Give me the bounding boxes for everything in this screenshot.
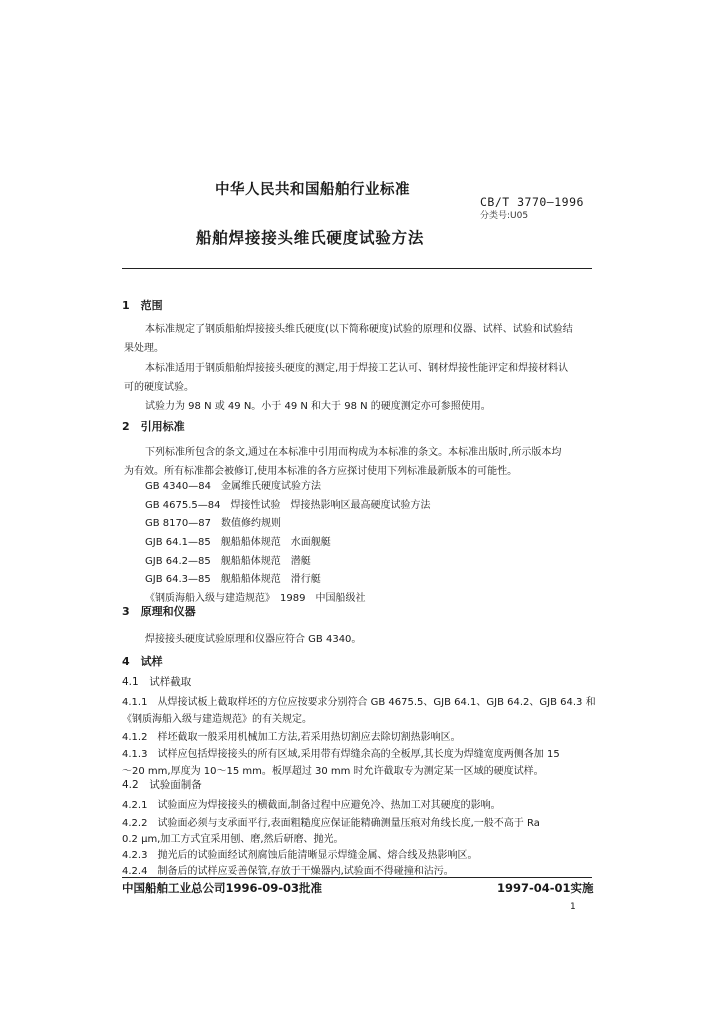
clause-4-1-1-line-2: 《钢质海船入级与建造规范》的有关规定。 bbox=[122, 714, 312, 725]
section-2-intro-line-2: 为有效。所有标准都会被修订,使用本标准的各方应探讨使用下列标准最新版本的可能性。 bbox=[124, 466, 518, 477]
classification-number: 分类号:U05 bbox=[480, 211, 529, 221]
reference-item: GB 4340—84 金属维氏硬度试验方法 bbox=[145, 481, 321, 492]
section-1-paragraph-3: 试验力为 98 N 或 49 N。小于 49 N 和大于 98 N 的硬度测定亦可参照使用。 bbox=[145, 401, 491, 412]
standard-code: CB/T 3770—1996 bbox=[480, 195, 584, 209]
clause-4-2-3: 4.2.3 抛光后的试验面经试剂腐蚀后能清晰显示焊缝金属、熔合线及热影响区。 bbox=[122, 850, 478, 861]
reference-item: 《钢质海船入级与建造规范》 1989 中国船级社 bbox=[145, 593, 366, 604]
reference-item: GB 8170—87 数值修约规则 bbox=[145, 518, 281, 529]
clause-4-2-4: 4.2.4 制备后的试样应妥善保管,存放于干燥器内,试验面不得碰撞和沾污。 bbox=[122, 866, 454, 877]
reference-item: GJB 64.3—85 舰船船体规范 滑行艇 bbox=[145, 574, 321, 585]
footer-divider bbox=[122, 877, 592, 878]
issuing-organization: 中华人民共和国船舶行业标准 bbox=[215, 182, 410, 198]
header-divider bbox=[122, 268, 592, 269]
section-1-paragraph-2-line-2: 可的硬度试验。 bbox=[124, 382, 194, 393]
subsection-4-1-heading: 4.1 试样截取 bbox=[122, 676, 192, 688]
clause-4-1-3-line-2: ～20 mm,厚度为 10～15 mm。板厚超过 30 mm 时允许截取专为测定某一区域的硬度试样。 bbox=[122, 766, 544, 777]
section-1-paragraph-2-line-1: 本标准适用于钢质船舶焊接接头硬度的测定,用于焊接工艺认可、钢材焊接性能评定和焊接材料认 bbox=[145, 363, 569, 374]
clause-4-1-1-line-1: 4.1.1 从焊接试板上截取样坯的方位应按要求分别符合 GB 4675.5、GJB 64.1、GJB 64.2、GJB 64.3 和 bbox=[122, 697, 596, 708]
subsection-4-2-heading: 4.2 试验面制备 bbox=[122, 779, 202, 791]
reference-item: GJB 64.2—85 舰船船体规范 潜艇 bbox=[145, 556, 311, 567]
section-1-paragraph-1-line-2: 果处理。 bbox=[124, 343, 164, 354]
approval-statement: 中国船舶工业总公司1996-09-03批准 bbox=[122, 881, 323, 895]
section-3-heading: 3 原理和仪器 bbox=[122, 605, 196, 618]
section-2-heading: 2 引用标准 bbox=[122, 420, 185, 433]
clause-4-1-2: 4.1.2 样坯截取一般采用机械加工方法,若采用热切割应去除切割热影响区。 bbox=[122, 732, 461, 743]
clause-4-2-2-line-1: 4.2.2 试验面必须与支承面平行,表面粗糙度应保证能精确测量压痕对角线长度,一般不高于 Ra bbox=[122, 818, 540, 829]
section-2-intro-line-1: 下列标准所包含的条文,通过在本标准中引用而构成为本标准的条文。本标准出版时,所示版本均 bbox=[145, 447, 562, 458]
document-title: 船舶焊接接头维氏硬度试验方法 bbox=[196, 229, 425, 247]
implementation-date: 1997-04-01实施 bbox=[497, 881, 594, 895]
section-4-heading: 4 试样 bbox=[122, 655, 163, 668]
section-1-heading: 1 范围 bbox=[122, 299, 163, 312]
section-3-paragraph: 焊接接头硬度试验原理和仪器应符合 GB 4340。 bbox=[145, 634, 362, 645]
section-1-paragraph-1-line-1: 本标准规定了钢质船舶焊接接头维氏硬度(以下简称硬度)试验的原理和仪器、试样、试验和试验结 bbox=[145, 324, 573, 335]
page-number: 1 bbox=[570, 902, 576, 912]
reference-item: GJB 64.1—85 舰船船体规范 水面舰艇 bbox=[145, 537, 331, 548]
clause-4-1-3-line-1: 4.1.3 试样应包括焊接接头的所有区域,采用带有焊缝余高的全板厚,其长度为焊缝宽度两侧各加 15 bbox=[122, 749, 560, 760]
clause-4-2-1: 4.2.1 试验面应为焊接接头的横截面,制备过程中应避免冷、热加工对其硬度的影响。 bbox=[122, 800, 501, 811]
clause-4-2-2-line-2: 0.2 μm,加工方式宜采用刨、磨,然后研磨、抛光。 bbox=[122, 834, 344, 845]
reference-item: GB 4675.5—84 焊接性试验 焊接热影响区最高硬度试验方法 bbox=[145, 500, 431, 511]
